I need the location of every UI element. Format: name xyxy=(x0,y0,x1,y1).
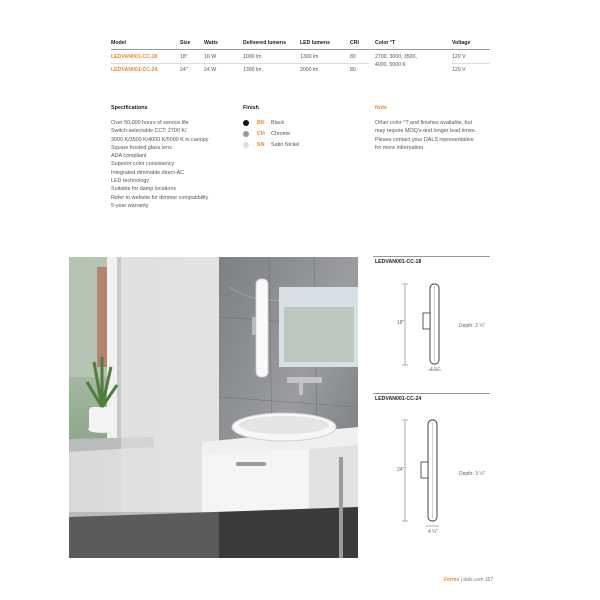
dimension-depth: Depth: 3 ¼" xyxy=(459,471,486,477)
spec-item: 3000 K/3500 K/4000 K/5000 K in canopy xyxy=(111,136,209,143)
spec-item: Over 50,000 hours of service life xyxy=(111,120,189,126)
col-header-model: Model xyxy=(111,40,126,46)
note-line: for more information. xyxy=(375,144,425,151)
finish-option-satin-nickel xyxy=(243,139,299,150)
dimension-height: 24" xyxy=(397,467,405,473)
diagram-title: LEDVAN001-CC-18 xyxy=(375,259,422,265)
spec-item: 5-year warranty xyxy=(111,202,149,209)
finish-option-chrome xyxy=(243,128,299,139)
table-cell-cri: 80 xyxy=(350,54,356,60)
spec-item: Square frosted glass lens xyxy=(111,144,172,151)
specifications-title: Specifications xyxy=(111,105,148,111)
col-header-delivered-lumens: Delivered lumens xyxy=(243,40,286,46)
finish-code: CH xyxy=(257,130,265,137)
satin-nickel-swatch-icon xyxy=(243,142,249,148)
table-cell-model: LEDVAN001-CC-18 xyxy=(111,54,158,60)
table-cell-voltage: 120 V xyxy=(452,54,466,60)
dimension-height: 18" xyxy=(397,320,405,326)
footer-brand: Forms xyxy=(444,577,460,583)
finish-code: SN xyxy=(257,141,265,148)
table-row-rule xyxy=(111,63,369,64)
finish-label: Chrome xyxy=(271,130,291,137)
fixture-24-drawing xyxy=(395,415,465,535)
spec-item: Refer to website for dimmer compatibility xyxy=(111,194,209,201)
dimension-width: 4 ¼" xyxy=(430,367,441,373)
table-cell-cri: 80 xyxy=(350,67,356,73)
table-cell-model: LEDVAN001-CC-24 xyxy=(111,67,158,73)
spec-item: LED technology xyxy=(111,178,150,185)
fixture-18-drawing xyxy=(395,280,465,375)
note-title: Note xyxy=(375,105,387,111)
col-header-cri: CRI xyxy=(350,40,359,46)
footer-text: | dals.com 167 xyxy=(460,577,494,583)
bathroom-photo xyxy=(69,257,358,558)
table-cell-watts: 24 W xyxy=(204,67,217,73)
note-section xyxy=(375,105,476,152)
table-cell-led-lumens: 2000 lm xyxy=(300,67,319,73)
note-line: may require MOQ's and longer lead times. xyxy=(375,128,477,135)
table-cell-watts: 16 W xyxy=(204,54,217,60)
diagram-rule xyxy=(373,393,490,394)
spec-item: Switch-selectable CCT: 2700 K/ xyxy=(111,128,187,135)
col-header-color-temp: Color °T xyxy=(375,40,396,46)
col-header-led-lumens: LED lumens xyxy=(300,40,330,46)
note-line: Please contact your DALS representative xyxy=(375,136,474,143)
table-header-rule xyxy=(111,49,490,50)
diagram-rule xyxy=(373,256,490,257)
finish-label: Satin Nickel xyxy=(271,141,300,148)
table-cell-delivered-lumens: 1000 lm xyxy=(243,54,262,60)
col-header-size: Size xyxy=(180,40,191,46)
spec-item: Superior color consistency xyxy=(111,161,175,168)
chrome-swatch-icon xyxy=(243,131,249,137)
table-cell-color-temp: 2700, 3000, 3500, 4000, 5000 K xyxy=(375,54,417,68)
black-swatch-icon xyxy=(243,120,249,126)
dimension-width: 4 ¼" xyxy=(428,529,439,535)
table-cell-voltage: 120 V xyxy=(452,67,466,73)
finish-option-black xyxy=(243,117,299,128)
table-cell-delivered-lumens: 1300 lm xyxy=(243,67,262,73)
finish-section xyxy=(243,105,299,150)
spec-item: ADA compliant xyxy=(111,153,147,160)
spec-item: Integrated dimmable direct-AC xyxy=(111,169,185,176)
table-row-rule xyxy=(452,63,490,64)
finish-title: Finish xyxy=(243,105,259,111)
note-line: Other color °T and finishes available, but xyxy=(375,120,473,126)
page-footer xyxy=(444,577,493,583)
table-cell-size: 18" xyxy=(180,54,188,60)
specifications-section xyxy=(111,105,208,210)
col-header-watts: Watts xyxy=(204,40,218,46)
col-header-voltage: Voltage xyxy=(452,40,471,46)
table-cell-size: 24" xyxy=(180,67,188,73)
spec-item: Suitable for damp locations xyxy=(111,186,177,193)
finish-label: Black xyxy=(271,119,285,126)
diagram-title: LEDVAN001-CC-24 xyxy=(375,396,422,402)
finish-code: BK xyxy=(257,119,265,126)
table-cell-led-lumens: 1300 lm xyxy=(300,54,319,60)
dimension-depth: Depth: 3 ¼" xyxy=(459,323,486,329)
